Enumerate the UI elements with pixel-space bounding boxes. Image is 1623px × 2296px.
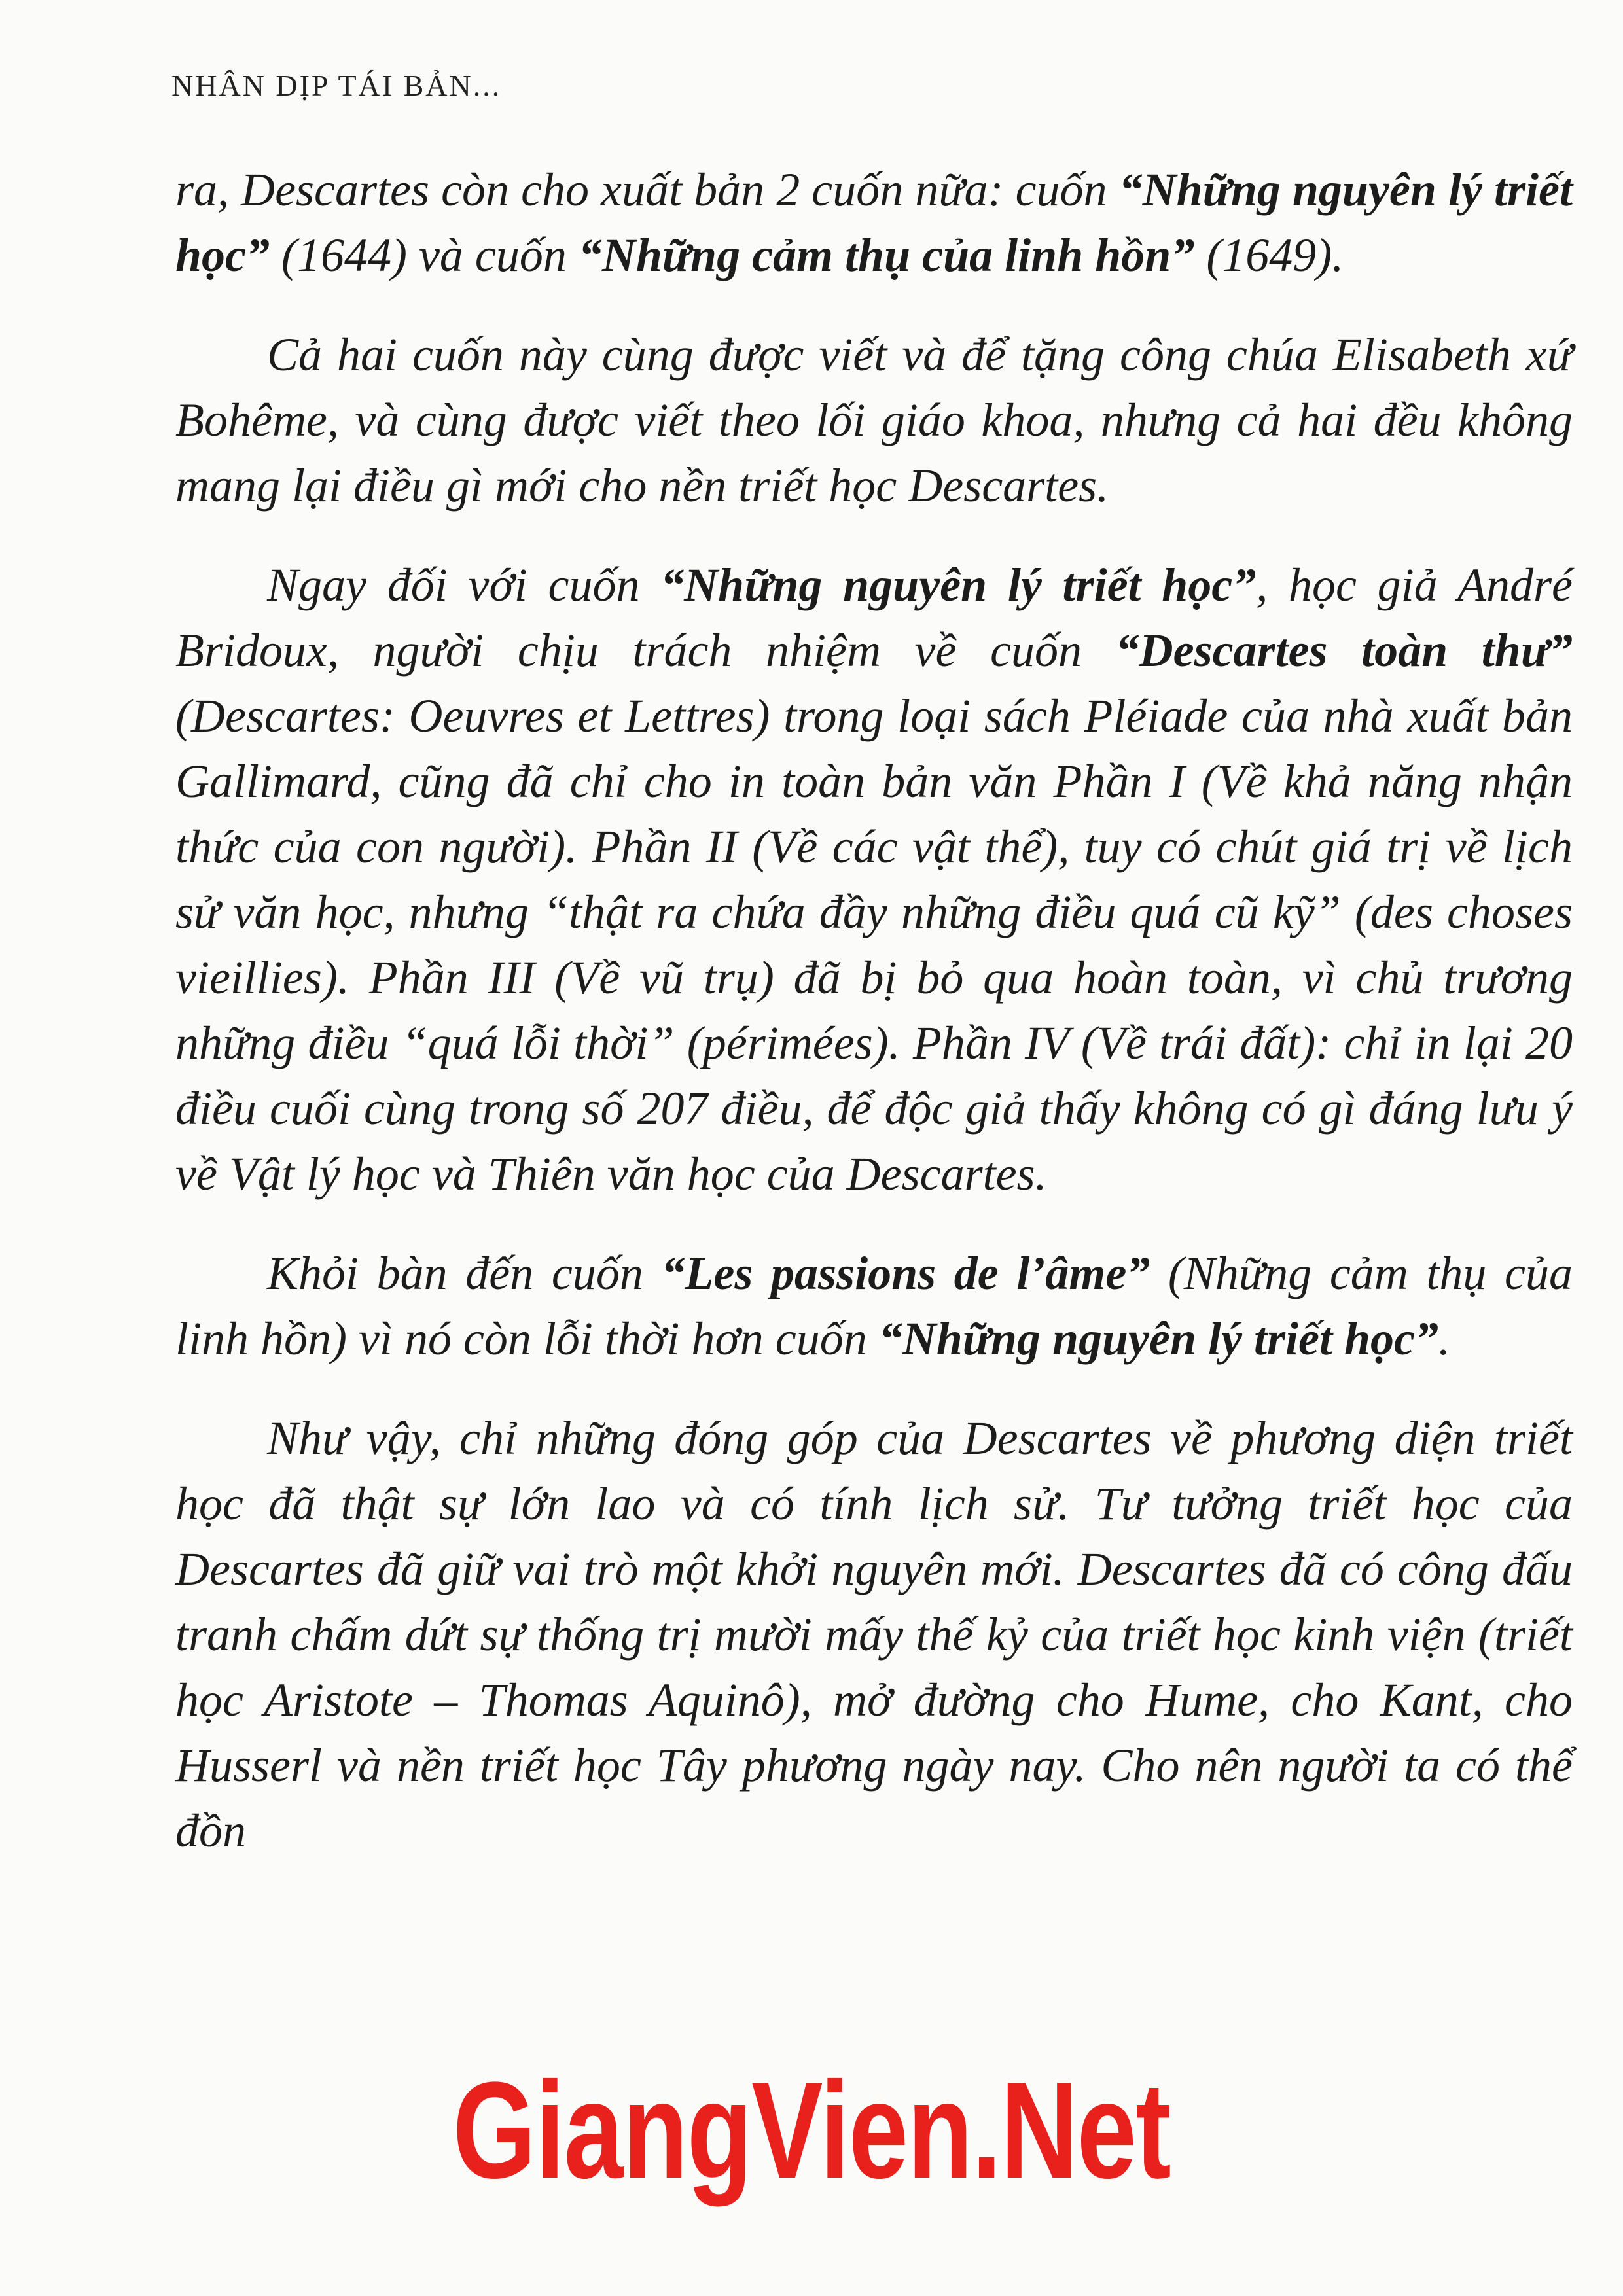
text-segment: Khỏi bàn đến cuốn <box>267 1247 662 1299</box>
bold-title-text: “Những nguyên lý triết học” <box>878 1313 1438 1365</box>
body-text <box>175 157 1573 1898</box>
bold-title-text: “Les passions de l’âme” <box>661 1247 1150 1299</box>
text-segment: (1649). <box>1194 229 1344 281</box>
text-segment: . <box>1438 1313 1450 1365</box>
watermark-logo: GiangVien.Net <box>452 2053 1171 2207</box>
paragraph <box>175 322 1573 518</box>
text-segment: Như vậy, chỉ những đóng góp của Descartes về phương diện triết học đã thật sự lớn lao và có tính lịch sử. Tư tưởng triết học của Descartes đã giữ vai trò một khởi nguyên mới. Descartes đã có công đấu tranh chấm dứt sự thống trị mười mấy thế kỷ của triết học kinh viện (triết học Aristote – Thomas Aquinô), mở đường cho Hume, cho Kant, cho Husserl và nền triết học Tây phương ngày nay. Cho nên người ta có thể đồn <box>175 1412 1573 1857</box>
text-segment: (1644) và cuốn <box>270 229 579 281</box>
paragraph <box>175 552 1573 1207</box>
bold-title-text: “Những nguyên lý triết học” <box>175 164 1573 281</box>
text-segment: Ngay đối với cuốn <box>267 559 661 611</box>
text-segment: Cả hai cuốn này cùng được viết và để tặng công chúa Elisabeth xứ Bohême, và cùng được viết theo lối giáo khoa, nhưng cả hai đều không mang lại điều gì mới cho nền triết học Descartes. <box>175 328 1573 512</box>
running-header: NHÂN DỊP TÁI BẢN... <box>171 69 502 102</box>
text-segment: (Descartes: Oeuvres et Lettres) trong loại sách Pléiade của nhà xuất bản Gallimard, cũng đã chỉ cho in toàn bản văn Phần I (Về khả năng nhận thức của con người). Phần II (Về các vật thể), tuy có chút giá trị về lịch sử văn học, nhưng “thật ra chứa đầy những điều quá cũ kỹ” (des choses vieillies). Phần III (Về vũ trụ) đã bị bỏ qua hoàn toàn, vì chủ trương những điều “quá lỗi thời” (périmées). Phần IV (Về trái đất): chỉ in lại 20 điều cuối cùng trong số 207 điều, để độc giả thấy không có gì đáng lưu ý về Vật lý học và Thiên văn học của Descartes. <box>175 690 1573 1200</box>
paragraph <box>175 157 1573 288</box>
bold-title-text: “Những nguyên lý triết học” <box>660 559 1257 611</box>
bold-title-text: “Descartes toàn thư” <box>1115 624 1573 677</box>
text-segment: ra, Descartes còn cho xuất bản 2 cuốn nữa: cuốn <box>175 164 1119 216</box>
paragraph <box>175 1241 1573 1371</box>
bold-title-text: “Những cảm thụ của linh hồn” <box>578 229 1195 281</box>
text-segment: , học giả André Bridoux, người chịu trách nhiệm về cuốn <box>175 559 1573 677</box>
paragraph <box>175 1405 1573 1863</box>
text-segment: (Những cảm thụ của linh hồn) vì nó còn lỗi thời hơn cuốn <box>175 1247 1573 1365</box>
